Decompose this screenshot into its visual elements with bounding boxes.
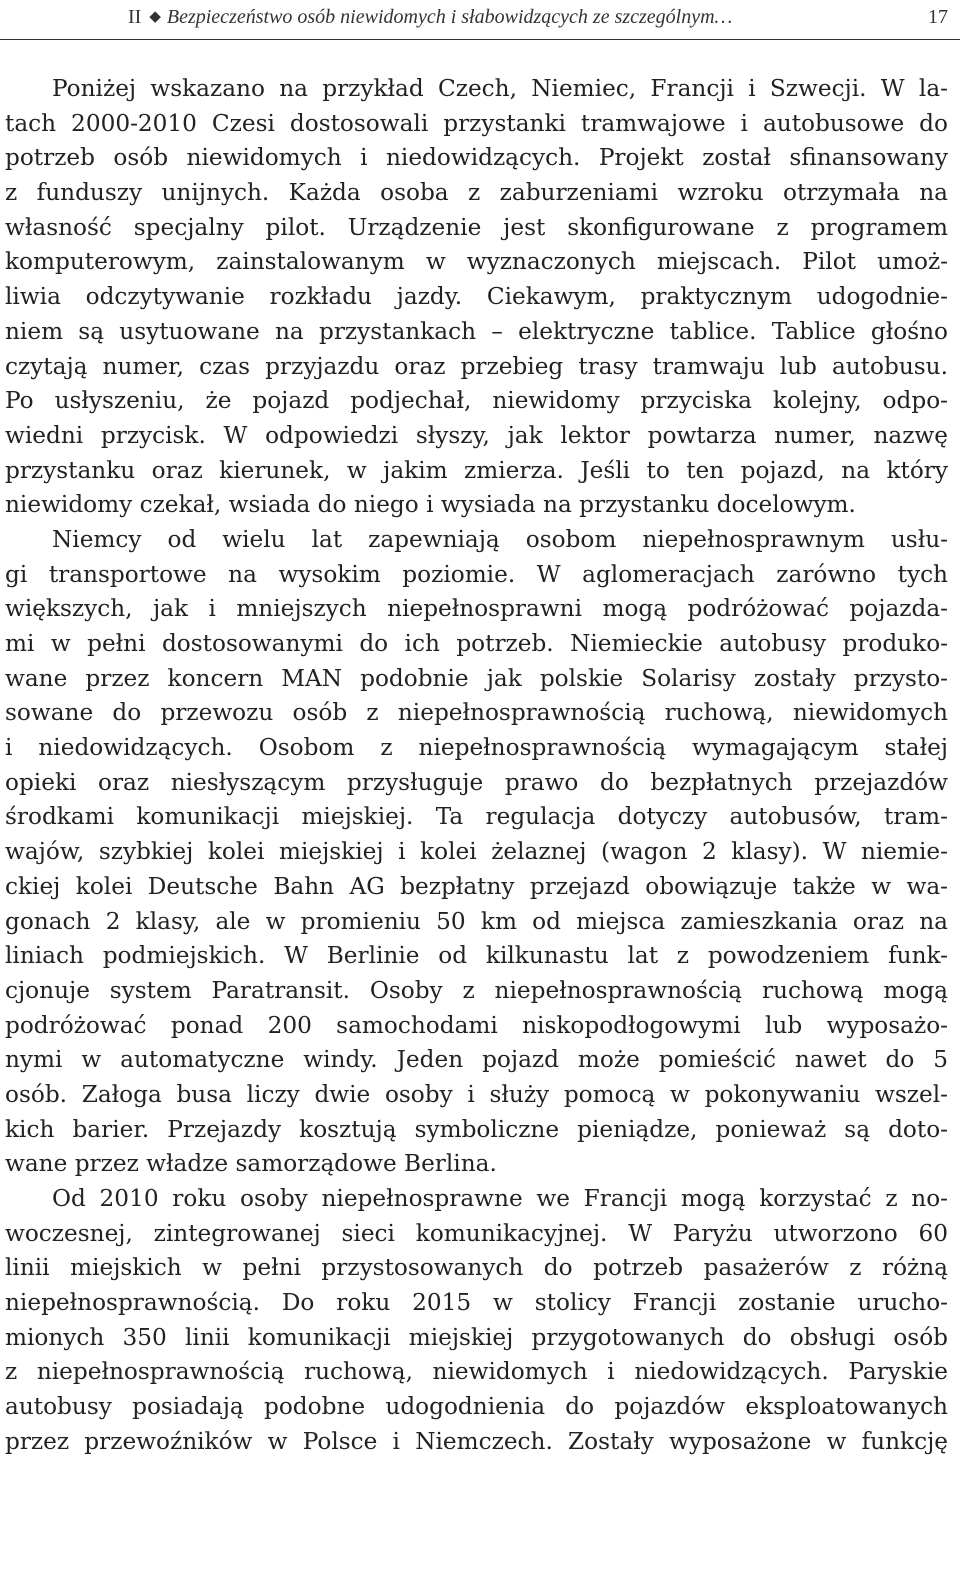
text-line: z niepełnosprawnością ruchową, niewidomych i niedowidzących. Paryskie	[5, 1358, 948, 1386]
running-header	[0, 0, 960, 40]
text-line: przez przewoźników w Polsce i Niemczech. Zostały wyposażone w funkcję	[5, 1427, 948, 1455]
text-line: sowane do przewozu osób z niepełnosprawnością ruchową, niewidomych	[5, 699, 948, 727]
text-line: linii miejskich w pełni przystosowanych do potrzeb pasażerów z różną	[5, 1254, 948, 1282]
text-line: mi w pełni dostosowanymi do ich potrzeb. Niemieckie autobusy produko-	[5, 630, 948, 657]
text-line: cjonuje system Paratransit. Osoby z niepełnosprawnością ruchową mogą	[5, 976, 948, 1004]
paragraph	[5, 1182, 948, 1460]
page-number: 17	[928, 6, 948, 28]
chapter-number: II	[128, 6, 142, 28]
text-line: liwia odczytywanie rozkładu jazdy. Ciekawym, praktycznym udogodnie-	[5, 283, 948, 311]
text-line: autobusy posiadają podobne udogodnienia do pojazdów eksploatowanych	[5, 1393, 948, 1421]
text-line: wane przez władze samorządowe Berlina.	[5, 1150, 497, 1178]
running-title: Bezpieczeństwo osób niewidomych i słabowidzących ze szczególnym…	[166, 6, 733, 28]
text-line: tach 2000-2010 Czesi dostosowali przystanki tramwajowe i autobusowe do	[5, 109, 948, 137]
text-line: własność specjalny pilot. Urządzenie jest skonfigurowane z programem	[5, 213, 948, 241]
text-line: woczesnej, zintegrowanej sieci komunikacyjnej. W Paryżu utworzono 60	[5, 1219, 948, 1247]
text-line: potrzeb osób niewidomych i niedowidzących. Projekt został sfinansowany	[5, 144, 948, 172]
text-line: niem są usytuowane na przystankach – elektryczne tablice. Tablice głośno	[5, 317, 948, 345]
text-line: gi transportowe na wysokim poziomie. W aglomeracjach zarówno tych	[5, 560, 948, 588]
text-line: czytają numer, czas przyjazdu oraz przebieg trasy tramwaju lub autobusu.	[5, 352, 948, 380]
diamond-separator-icon: ◆	[149, 9, 161, 25]
body-text	[5, 72, 948, 1460]
text-line: podróżować ponad 200 samochodami niskopodłogowymi lub wyposażo-	[5, 1011, 948, 1039]
paragraph	[5, 72, 948, 523]
text-line: Niemcy od wielu lat zapewniają osobom niepełnosprawnym usłu-	[52, 525, 948, 553]
text-line: mionych 350 linii komunikacji miejskiej przygotowanych do obsługi osób	[5, 1323, 948, 1351]
text-line: wiedni przycisk. W odpowiedzi słyszy, jak lektor powtarza numer, nazwę	[5, 421, 948, 449]
text-line: ckiej kolei Deutsche Bahn AG bezpłatny przejazd obowiązuje także w wa-	[5, 872, 948, 900]
text-line: wajów, szybkiej kolei miejskiej i kolei żelaznej (wagon 2 klasy). W niemie-	[5, 838, 948, 866]
paragraph	[5, 523, 948, 1182]
text-line: liniach podmiejskich. W Berlinie od kilkunastu lat z powodzeniem funk-	[5, 942, 948, 970]
text-line: Od 2010 roku osoby niepełnosprawne we Francji mogą korzystać z no-	[52, 1185, 948, 1212]
text-line: niepełnosprawnością. Do roku 2015 w stolicy Francji zostanie urucho-	[5, 1289, 948, 1317]
text-line: środkami komunikacji miejskiej. Ta regulacja dotyczy autobusów, tram-	[5, 803, 948, 831]
text-line: niewidomy czekał, wsiada do niego i wysiada na przystanku docelowym.	[5, 491, 856, 519]
text-line: kich barier. Przejazdy kosztują symboliczne pieniądze, ponieważ są doto-	[5, 1115, 948, 1143]
text-line: większych, jak i mniejszych niepełnosprawni mogą podróżować pojazda-	[5, 595, 948, 623]
text-line: wane przez koncern MAN podobnie jak polskie Solarisy zostały przysto-	[5, 664, 948, 692]
text-line: komputerowym, zainstalowanym w wyznaczonych miejscach. Pilot umoż-	[5, 248, 948, 276]
text-line: i niedowidzących. Osobom z niepełnosprawnością wymagającym stałej	[5, 734, 948, 762]
text-line: przystanku oraz kierunek, w jakim zmierza. Jeśli to ten pojazd, na który	[5, 456, 948, 484]
text-line: gonach 2 klasy, ale w promieniu 50 km od miejsca zamieszkania oraz na	[5, 907, 948, 935]
text-line: opieki oraz niesłyszącym przysługuje prawo do bezpłatnych przejazdów	[5, 768, 948, 796]
text-line: z funduszy unijnych. Każda osoba z zaburzeniami wzroku otrzymała na	[5, 179, 948, 207]
text-line: Po usłyszeniu, że pojazd podjechał, niewidomy przyciska kolejny, odpo-	[5, 387, 948, 415]
running-header-left	[128, 6, 732, 29]
text-line: nymi w automatyczne windy. Jeden pojazd może pomieścić nawet do 5	[5, 1046, 948, 1074]
text-line: Poniżej wskazano na przykład Czech, Niemiec, Francji i Szwecji. W la-	[52, 75, 948, 102]
text-line: osób. Załoga busa liczy dwie osoby i służy pomocą w pokonywaniu wszel-	[5, 1080, 948, 1108]
